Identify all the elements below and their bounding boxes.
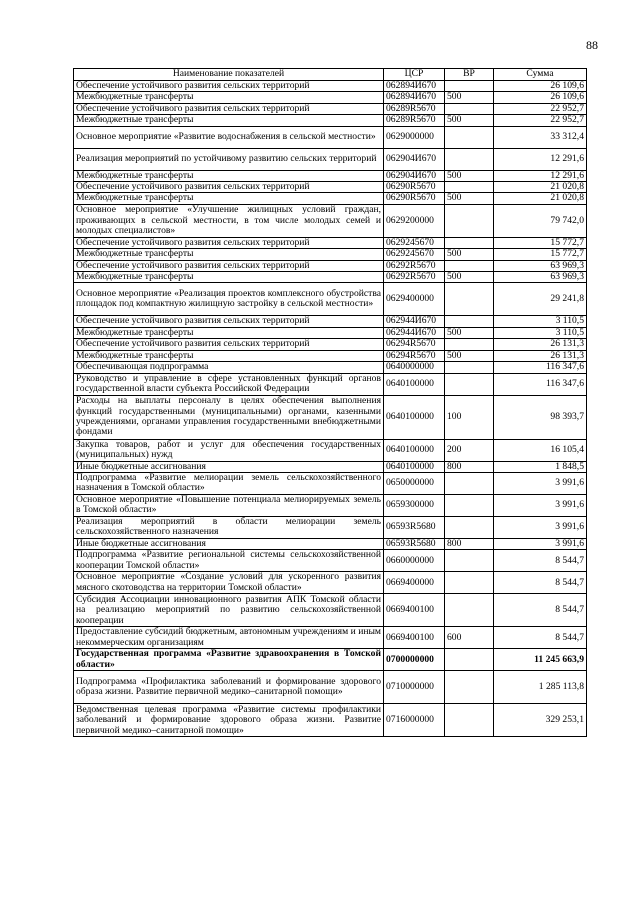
row-name: Межбюджетные трансферты [74, 170, 384, 181]
row-csr: 0710000000 [384, 671, 445, 704]
row-sum: 8 544,7 [494, 627, 587, 649]
row-name: Реализация мероприятий в области мелиорации земель сельскохозяйственного назначения [74, 516, 384, 538]
page-number: 88 [586, 38, 598, 52]
row-csr: 0640100000 [384, 373, 445, 395]
row-name: Иные бюджетные ассигнования [74, 538, 384, 549]
row-name: Предоставление субсидий бюджетным, автономным учреждениям и иным некоммерческим организациям [74, 627, 384, 649]
table-row [74, 148, 587, 170]
row-name: Реализация мероприятий по устойчивому развитию сельских территорий [74, 148, 384, 170]
row-sum: 12 291,6 [494, 170, 587, 181]
row-csr: 062944И670 [384, 316, 445, 327]
table-row [74, 439, 587, 461]
row-sum: 116 347,6 [494, 373, 587, 395]
row-sum: 11 245 663,9 [494, 649, 587, 671]
table-row [74, 260, 587, 271]
table-header-row [74, 69, 587, 81]
row-name: Обеспечение устойчивого развития сельских территорий [74, 339, 384, 350]
row-csr: 06593R5680 [384, 538, 445, 549]
row-csr: 0629245670 [384, 237, 445, 248]
row-sum: 33 312,4 [494, 126, 587, 148]
row-csr: 0660000000 [384, 550, 445, 572]
row-csr: 06289R5670 [384, 115, 445, 126]
row-csr: 0640100000 [384, 439, 445, 461]
table-row [74, 627, 587, 649]
row-name: Расходы на выплаты персоналу в целях обеспечения выполнения функций государственными (муниципальными) органами, казенными учреждениями, органами управления государственными внебюджетными фондами [74, 395, 384, 439]
table-row [74, 327, 587, 338]
row-name: Обеспечение устойчивого развития сельских территорий [74, 260, 384, 271]
table-row [74, 272, 587, 283]
row-csr: 06593R5680 [384, 516, 445, 538]
row-csr: 0640100000 [384, 461, 445, 472]
row-csr: 0669400000 [384, 572, 445, 594]
row-csr: 0629245670 [384, 249, 445, 260]
row-sum: 26 131,3 [494, 350, 587, 361]
row-name: Обеспечение устойчивого развития сельских территорий [74, 237, 384, 248]
row-sum: 98 393,7 [494, 395, 587, 439]
row-vr [445, 649, 494, 671]
row-vr [445, 148, 494, 170]
row-name: Основное мероприятие «Реализация проектов комплексного обустройства площадок под компактную жилищную застройку в сельской местности» [74, 283, 384, 316]
row-csr: 06290R5670 [384, 182, 445, 193]
row-name: Руководство и управление в сфере установленных функций органов государственной власти субъекта Российской Федерации [74, 373, 384, 395]
table-row [74, 649, 587, 671]
row-vr [445, 671, 494, 704]
row-vr: 500 [445, 272, 494, 283]
header-csr: ЦСР [384, 69, 445, 81]
row-vr: 500 [445, 350, 494, 361]
row-csr: 06292R5670 [384, 272, 445, 283]
row-sum: 15 772,7 [494, 237, 587, 248]
row-vr: 500 [445, 92, 494, 103]
table-row [74, 538, 587, 549]
row-vr [445, 204, 494, 237]
row-sum: 26 109,6 [494, 81, 587, 92]
row-vr [445, 516, 494, 538]
table-row [74, 472, 587, 494]
row-csr: 06294R5670 [384, 350, 445, 361]
row-vr: 500 [445, 327, 494, 338]
row-csr: 0629200000 [384, 204, 445, 237]
row-vr: 500 [445, 170, 494, 181]
header-vr: ВР [445, 69, 494, 81]
row-vr [445, 550, 494, 572]
row-name: Межбюджетные трансферты [74, 350, 384, 361]
table-body [74, 81, 587, 737]
row-csr: 0700000000 [384, 649, 445, 671]
table-row [74, 193, 587, 204]
row-sum: 3 110,5 [494, 316, 587, 327]
row-sum: 26 109,6 [494, 92, 587, 103]
row-name: Субсидия Ассоциации инновационного развития АПК Томской области на реализацию мероприятий по развитию сельскохозяйственной кооперации [74, 594, 384, 627]
row-sum: 8 544,7 [494, 550, 587, 572]
row-vr [445, 572, 494, 594]
table-row [74, 126, 587, 148]
table-row [74, 704, 587, 737]
row-csr: 0640100000 [384, 395, 445, 439]
table-row [74, 115, 587, 126]
row-vr [445, 81, 494, 92]
table-row [74, 550, 587, 572]
row-sum: 15 772,7 [494, 249, 587, 260]
row-csr: 062894И670 [384, 81, 445, 92]
table-row [74, 594, 587, 627]
row-vr: 100 [445, 395, 494, 439]
table-row [74, 103, 587, 114]
row-csr: 06290R5670 [384, 193, 445, 204]
row-csr: 0629000000 [384, 126, 445, 148]
row-csr: 062904И670 [384, 148, 445, 170]
row-vr: 500 [445, 115, 494, 126]
row-vr: 500 [445, 193, 494, 204]
row-name: Ведомственная целевая программа «Развитие системы профилактики заболеваний и формирование здорового образа жизни. Развитие первичной медико–санитарной помощи» [74, 704, 384, 737]
row-sum: 8 544,7 [494, 594, 587, 627]
row-sum: 3 110,5 [494, 327, 587, 338]
row-sum: 1 285 113,8 [494, 671, 587, 704]
row-csr: 06289R5670 [384, 103, 445, 114]
row-sum: 3 991,6 [494, 472, 587, 494]
row-name: Межбюджетные трансферты [74, 92, 384, 103]
row-name: Основное мероприятие «Развитие водоснабжения в сельской местности» [74, 126, 384, 148]
row-sum: 12 291,6 [494, 148, 587, 170]
row-csr: 0669400100 [384, 594, 445, 627]
row-vr: 200 [445, 439, 494, 461]
row-name: Обеспечение устойчивого развития сельских территорий [74, 103, 384, 114]
table-row [74, 283, 587, 316]
row-name: Основное мероприятие «Повышение потенциала мелиорируемых земель в Томской области» [74, 494, 384, 516]
table-row [74, 237, 587, 248]
row-vr [445, 339, 494, 350]
row-name: Подпрограмма «Профилактика заболеваний и формирование здорового образа жизни. Развитие первичной медико–санитарной помощи» [74, 671, 384, 704]
row-sum: 21 020,8 [494, 193, 587, 204]
row-vr [445, 472, 494, 494]
table-row [74, 92, 587, 103]
row-vr: 600 [445, 627, 494, 649]
row-name: Основное мероприятие «Улучшение жилищных условий граждан, проживающих в сельской местности, в том числе молодых семей и молодых специалистов» [74, 204, 384, 237]
row-name: Основное мероприятие «Создание условий для ускоренного развития мясного скотоводства на территории Томской области» [74, 572, 384, 594]
table-row [74, 461, 587, 472]
row-vr [445, 704, 494, 737]
row-sum: 116 347,6 [494, 362, 587, 373]
row-sum: 3 991,6 [494, 494, 587, 516]
row-vr: 800 [445, 461, 494, 472]
row-vr [445, 594, 494, 627]
row-name: Обеспечение устойчивого развития сельских территорий [74, 316, 384, 327]
row-sum: 79 742,0 [494, 204, 587, 237]
table-row [74, 395, 587, 439]
header-sum: Сумма [494, 69, 587, 81]
table-row [74, 494, 587, 516]
table-row [74, 170, 587, 181]
row-sum: 3 991,6 [494, 538, 587, 549]
row-csr: 06292R5670 [384, 260, 445, 271]
table-row [74, 516, 587, 538]
row-sum: 26 131,3 [494, 339, 587, 350]
row-name: Межбюджетные трансферты [74, 272, 384, 283]
row-csr: 0669400100 [384, 627, 445, 649]
row-sum: 63 969,3 [494, 272, 587, 283]
row-name: Обеспечивающая подпрограмма [74, 362, 384, 373]
row-name: Иные бюджетные ассигнования [74, 461, 384, 472]
row-sum: 22 952,7 [494, 103, 587, 114]
row-vr [445, 316, 494, 327]
table-row [74, 204, 587, 237]
row-sum: 21 020,8 [494, 182, 587, 193]
row-name: Обеспечение устойчивого развития сельских территорий [74, 81, 384, 92]
row-vr [445, 494, 494, 516]
row-vr [445, 362, 494, 373]
row-csr: 0629400000 [384, 283, 445, 316]
row-name: Обеспечение устойчивого развития сельских территорий [74, 182, 384, 193]
row-vr [445, 103, 494, 114]
row-sum: 16 105,4 [494, 439, 587, 461]
row-csr: 06294R5670 [384, 339, 445, 350]
table-row [74, 182, 587, 193]
table-row [74, 350, 587, 361]
row-name: Государственная программа «Развитие здравоохранения в Томской области» [74, 649, 384, 671]
row-name: Подпрограмма «Развитие региональной системы сельскохозяйственной кооперации Томской области» [74, 550, 384, 572]
row-sum: 1 848,5 [494, 461, 587, 472]
row-name: Межбюджетные трансферты [74, 115, 384, 126]
table-row [74, 373, 587, 395]
row-name: Закупка товаров, работ и услуг для обеспечения государственных (муниципальных) нужд [74, 439, 384, 461]
row-csr: 062944И670 [384, 327, 445, 338]
row-csr: 0640000000 [384, 362, 445, 373]
row-vr [445, 283, 494, 316]
table-row [74, 671, 587, 704]
row-vr [445, 373, 494, 395]
row-name: Подпрограмма «Развитие мелиорации земель сельскохозяйственного назначения в Томской области» [74, 472, 384, 494]
row-vr: 500 [445, 249, 494, 260]
row-csr: 0650000000 [384, 472, 445, 494]
row-vr [445, 182, 494, 193]
row-sum: 8 544,7 [494, 572, 587, 594]
row-name: Межбюджетные трансферты [74, 327, 384, 338]
budget-table [73, 68, 587, 737]
row-name: Межбюджетные трансферты [74, 249, 384, 260]
row-name: Межбюджетные трансферты [74, 193, 384, 204]
row-vr: 800 [445, 538, 494, 549]
row-csr: 062894И670 [384, 92, 445, 103]
table-row [74, 362, 587, 373]
row-sum: 22 952,7 [494, 115, 587, 126]
row-vr [445, 260, 494, 271]
row-sum: 29 241,8 [494, 283, 587, 316]
row-csr: 062904И670 [384, 170, 445, 181]
row-vr [445, 237, 494, 248]
row-sum: 3 991,6 [494, 516, 587, 538]
table-row [74, 572, 587, 594]
header-name: Наименование показателей [74, 69, 384, 81]
row-sum: 63 969,3 [494, 260, 587, 271]
row-vr [445, 126, 494, 148]
row-csr: 0716000000 [384, 704, 445, 737]
table-row [74, 316, 587, 327]
table-row [74, 249, 587, 260]
table-row [74, 81, 587, 92]
table-row [74, 339, 587, 350]
row-sum: 329 253,1 [494, 704, 587, 737]
row-csr: 0659300000 [384, 494, 445, 516]
